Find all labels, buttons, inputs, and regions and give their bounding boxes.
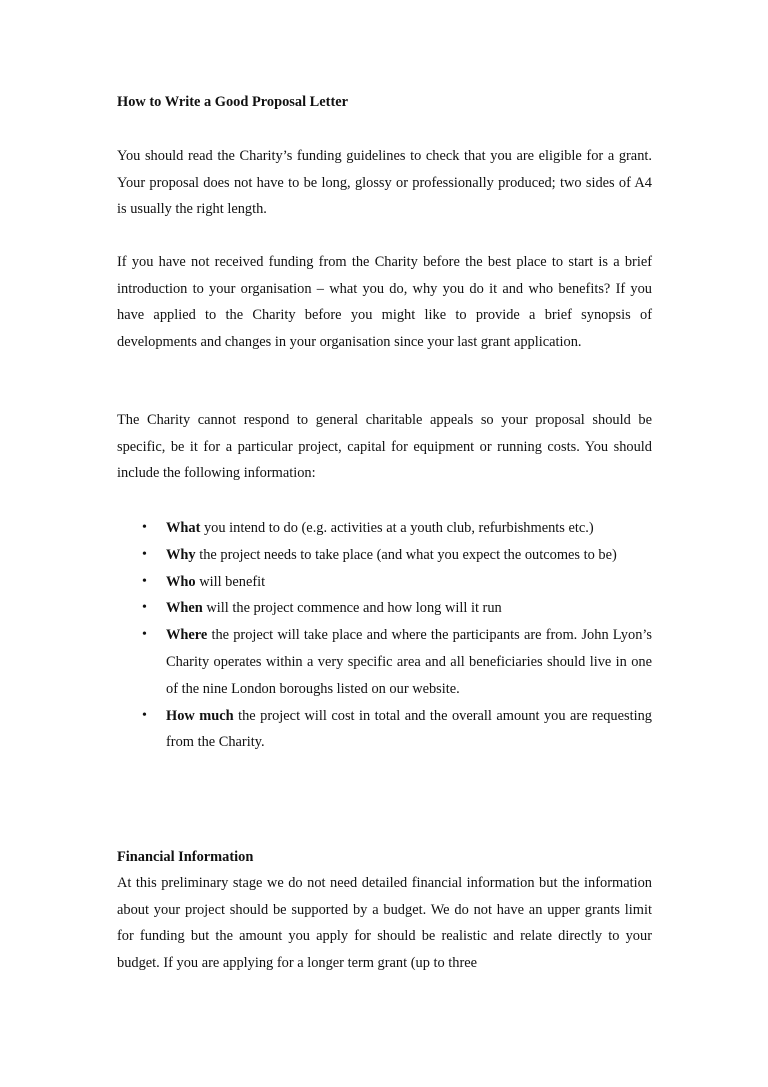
bullet-text: will benefit (195, 573, 266, 590)
list-item (117, 622, 652, 702)
list-item (117, 703, 652, 757)
paragraph-specific-appeals: The Charity cannot respond to general charitable appeals so your proposal should be specific, be it for a particular project, capital for equipment or running costs. You should include the following information: (117, 412, 652, 481)
paragraph-introduction: If you have not received funding from the Charity before the best place to start is a brief introduction to your organisation – what you do, why you do it and who benefits? If you have applied to the Charity before you might like to provide a brief synopsis of developments and changes in your organisation since your last grant application. (117, 254, 652, 350)
bullet-keyword: When (166, 600, 203, 617)
bullet-text: will the project commence and how long will it run (202, 600, 502, 617)
bullet-icon: • (142, 707, 147, 723)
bullet-text: you intend to do (e.g. activities at a youth club, refurbishments etc.) (200, 520, 594, 536)
list-item (117, 569, 652, 596)
bullet-icon: • (142, 573, 147, 589)
bullet-keyword: Why (166, 546, 196, 563)
bullet-text: the project will take place and where the participants are from. John Lyon’s Charity operates within a very specific area and all beneficiaries should live in one of the nine London boroughs listed on our website. (166, 627, 652, 697)
bullet-icon: • (142, 520, 147, 535)
list-item (117, 542, 652, 569)
bullet-text: the project needs to take place (and what you expect the outcomes to be) (195, 546, 617, 563)
bullet-icon: • (142, 627, 147, 643)
bullet-keyword: How much (166, 707, 234, 724)
bullet-keyword: Where (166, 627, 208, 644)
paragraph-eligibility: You should read the Charity’s funding guidelines to check that you are eligible for a grant. Your proposal does not have to be long, glossy or professionally produced; two sides of A4 is usually the right length. (117, 148, 652, 217)
paragraph-financial: At this preliminary stage we do not need detailed financial information but the information about your project should be supported by a budget. We do not have an upper grants limit for funding but the amount you apply for should be realistic and relate directly to your budget. If you are applying for a longer term grant (up to three (117, 875, 652, 971)
document-title: How to Write a Good Proposal Letter (117, 94, 349, 110)
bullet-keyword: Who (166, 573, 196, 590)
bullet-icon: • (142, 546, 147, 562)
list-item (117, 595, 652, 622)
list-item (117, 515, 652, 542)
bullet-icon: • (142, 600, 147, 616)
information-bullet-list (117, 515, 652, 756)
bullet-keyword: What (166, 520, 201, 536)
bullet-text: the project will cost in total and the overall amount you are requesting from the Charity. (166, 707, 652, 751)
financial-information-heading: Financial Information (117, 849, 254, 865)
